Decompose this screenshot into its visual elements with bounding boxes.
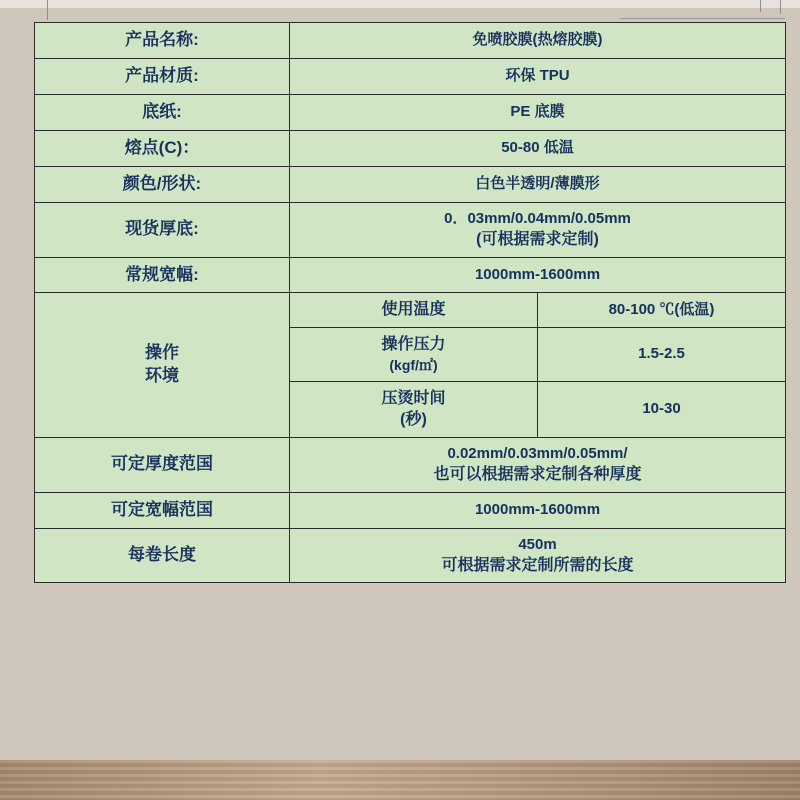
- row-label: 每卷长度: [35, 528, 290, 583]
- row-label: 产品名称:: [35, 23, 290, 59]
- row-value-line1: 450m: [518, 535, 557, 553]
- row-value: 白色半透明/薄膜形: [290, 166, 786, 202]
- row-value-multiline: [290, 202, 786, 257]
- table-row: [35, 528, 786, 583]
- environment-label: [35, 293, 290, 437]
- environment-key-unit: (kgf/㎡): [389, 356, 438, 373]
- row-label: 常规宽幅:: [35, 257, 290, 293]
- environment-key: [290, 328, 538, 381]
- table-row: [35, 492, 786, 528]
- row-value: PE 底膜: [290, 94, 786, 130]
- row-value: 1000mm-1600mm: [290, 492, 786, 528]
- row-label: 可定厚度范国: [35, 437, 290, 492]
- row-label: 颜色/形状:: [35, 166, 290, 202]
- table-row: [35, 23, 786, 59]
- guide-line-right-1: [760, 0, 761, 12]
- guide-line-left: [47, 0, 48, 20]
- table-row: [35, 437, 786, 492]
- row-value-line2: 也可以根据需求定制各种厚度: [433, 465, 642, 483]
- table-row: [35, 130, 786, 166]
- top-horizontal-line: [620, 18, 785, 19]
- row-value: 免喷胶膜(热熔胶膜): [290, 23, 786, 59]
- table-row: [35, 257, 786, 293]
- row-label: 产品材质:: [35, 58, 290, 94]
- environment-label-line1: 操作: [145, 343, 179, 363]
- table-row: [35, 202, 786, 257]
- environment-value: 1.5-2.5: [538, 328, 786, 381]
- product-spec-table: [34, 22, 786, 583]
- row-label: 可定宽幅范国: [35, 492, 290, 528]
- table-row-environment: [35, 293, 786, 328]
- row-label: 熔点(C)：: [35, 130, 290, 166]
- row-value-line2: 可根据需求定制所需的长度: [441, 556, 634, 574]
- environment-key-line1: 压烫时间: [381, 389, 446, 407]
- environment-key: [290, 381, 538, 437]
- environment-key: 使用温度: [290, 293, 538, 328]
- row-value-line1: 0.02mm/0.03mm/0.05mm/: [447, 444, 628, 462]
- row-label: 底纸:: [35, 94, 290, 130]
- environment-key-line2: (秒): [400, 411, 427, 429]
- row-value-line2: (可根据需求定制): [476, 230, 599, 248]
- environment-label-line2: 环境: [145, 366, 179, 386]
- row-value-multiline: [290, 528, 786, 583]
- row-value: 环保 TPU: [290, 58, 786, 94]
- environment-value: 80-100 ℃(低温): [538, 293, 786, 328]
- row-label: 现货厚底:: [35, 202, 290, 257]
- environment-value: 10-30: [538, 381, 786, 437]
- row-value-multiline: [290, 437, 786, 492]
- environment-key-line1: 操作压力: [381, 336, 446, 354]
- row-value: 1000mm-1600mm: [290, 257, 786, 293]
- table-row: [35, 58, 786, 94]
- table-row: [35, 94, 786, 130]
- row-value: 50-80 低温: [290, 130, 786, 166]
- row-value-line1: 0．03mm/0.04mm/0.05mm: [444, 209, 631, 227]
- guide-line-right-2: [780, 0, 781, 14]
- table-row: [35, 166, 786, 202]
